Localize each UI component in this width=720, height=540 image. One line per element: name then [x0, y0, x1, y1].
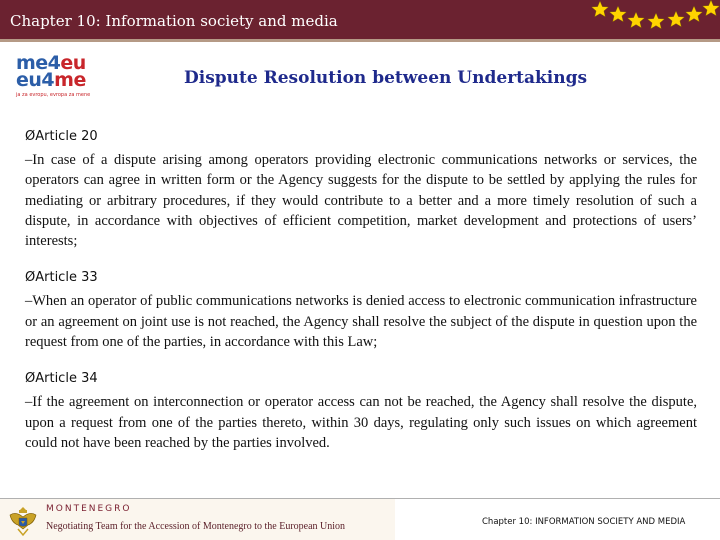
article-text: –In case of a dispute arising among operators providing electronic communications networks or services, the operators can agree in written form or the Agency suggests for the dispute to be settled by applying the rules for mediating or arbitrary procedures, if they would contribute to a better and a more timely resolution of such a dispute, in accordance with objectives of efficient competition, market development and protections of users’ interests;	[25, 152, 697, 250]
logo-text: me4	[16, 52, 61, 74]
logo-tagline: ja za evropu, evropa za mene	[16, 92, 91, 98]
footer-chapter: Chapter 10: INFORMATION SOCIETY AND MEDIA	[482, 517, 686, 527]
article-text: –If the agreement on interconnection or operator access can not be reached, the Agency shall resolve the dispute, upon a request from one of the parties thereto, within 30 days, regulating only such issues on which agreement could not have been reached by the parties involved.	[25, 394, 697, 451]
articles-content	[25, 128, 697, 471]
article-heading: ØArticle 33	[25, 270, 98, 286]
me4eu-logo	[16, 54, 116, 102]
logo-text: eu4	[16, 69, 55, 91]
star-icon	[592, 1, 609, 17]
slide-title: Dispute Resolution between Undertakings	[184, 68, 588, 88]
eu-stars-icon	[590, 0, 720, 36]
chapter-title: Chapter 10: Information society and media	[10, 12, 338, 30]
article-item	[25, 269, 697, 352]
article-heading: ØArticle 34	[25, 371, 98, 387]
star-icon	[703, 0, 720, 16]
logo-text: me	[54, 69, 86, 91]
star-icon	[610, 6, 627, 22]
article-item	[25, 370, 697, 453]
header-bar	[0, 0, 720, 42]
star-icon	[628, 12, 645, 28]
star-icon	[686, 6, 703, 22]
article-item	[25, 128, 697, 251]
article-text: –When an operator of public communications networks is denied access to electronic communication infrastructure or an agreement on joint use is not reached, the Agency shall resolve the subject of the dispute in question upon the request from one of the parties, in accordance with this Law;	[25, 293, 697, 351]
logo-text: eu	[60, 52, 86, 74]
footer-country: MONTENEGRO	[46, 504, 132, 514]
article-heading: ØArticle 20	[25, 129, 98, 144]
footer-team: Negotiating Team for the Accession of Montenegro to the European Union	[46, 521, 346, 532]
montenegro-coat-of-arms-icon	[8, 505, 38, 537]
star-icon	[668, 11, 685, 27]
star-icon	[648, 13, 665, 29]
